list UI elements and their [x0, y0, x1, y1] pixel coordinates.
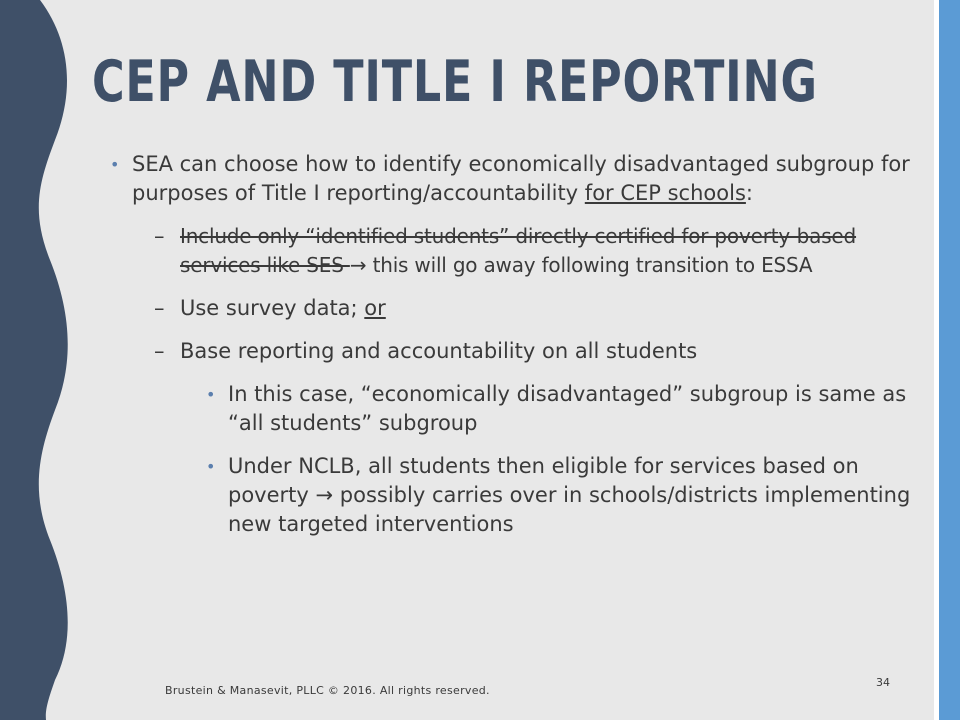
left-wave-decoration [0, 0, 80, 720]
right-arrow-icon: → [349, 253, 367, 277]
page-number: 34 [876, 676, 890, 689]
sub-bullet-item [110, 294, 930, 323]
bullet-dot-icon: • [206, 385, 216, 404]
sub-bullet-text-underlined: or [364, 296, 386, 320]
bullet-dot-icon: • [206, 457, 216, 476]
sub-bullet-item [110, 337, 930, 366]
bullet-item [110, 150, 930, 208]
dash-icon: – [154, 224, 165, 248]
right-accent-stripe [939, 0, 960, 720]
right-arrow-icon: → [315, 483, 334, 507]
bullet-text-underlined: for CEP schools [584, 181, 746, 205]
bullet-dot-icon: • [110, 155, 120, 174]
dash-icon: – [154, 296, 165, 320]
bullet-text-end: : [745, 181, 753, 205]
sub-bullet-text: this will go away following transition to ESSA [366, 253, 813, 277]
dash-icon: – [154, 339, 165, 363]
nested-bullet-item [110, 380, 930, 438]
sub-bullet-text: Base reporting and accountability on all students [180, 339, 698, 363]
footer-copyright: Brustein & Manasevit, PLLC © 2016. All rights reserved. [165, 684, 490, 697]
struck-text: Include only “identified students” directly certified for poverty-based services like SES [180, 224, 857, 277]
sub-bullet-item [110, 222, 930, 280]
slide-title: CEP AND TITLE I REPORTING [92, 49, 818, 115]
nested-bullet-text: In this case, “economically disadvantaged” subgroup is same as “all students” subgroup [228, 382, 907, 435]
nested-bullet-text: Under NCLB, all students then eligible for services based on poverty [228, 454, 859, 507]
slide-body [110, 150, 930, 553]
sub-bullet-text: Use survey data; [180, 296, 365, 320]
nested-bullet-item [110, 452, 930, 539]
bullet-text: SEA can choose how to identify economically disadvantaged subgroup for purposes of Title I reporting/accountability [132, 152, 910, 205]
nested-bullet-text-cont: possibly carries over in schools/districts implementing new targeted interventions [228, 483, 911, 536]
